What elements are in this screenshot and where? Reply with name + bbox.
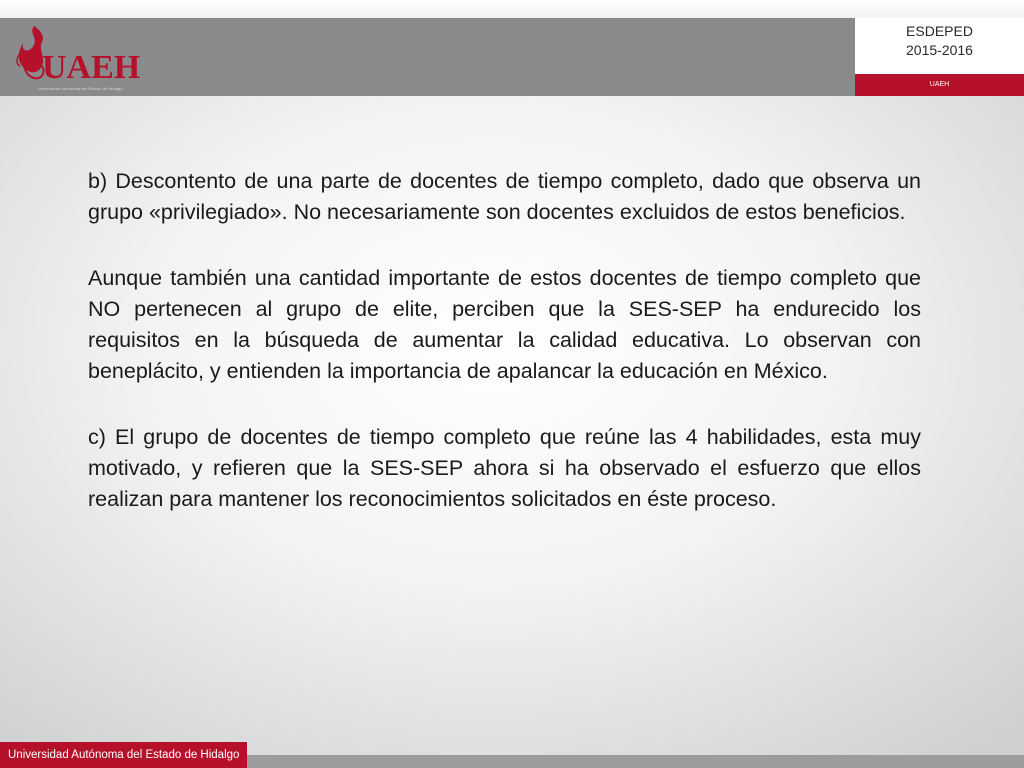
- paragraph-b: b) Descontento de una parte de docentes de tiempo completo, dado que observa un grupo «privilegiado». No necesariamente son docentes excluidos de estos beneficios.: [88, 169, 921, 224]
- logo-text: UAEH: [42, 49, 141, 86]
- logo-tagline: Universidad Autónoma del Estado de Hidalgo: [38, 86, 123, 91]
- program-period: 2015-2016: [906, 42, 973, 58]
- top-strip: [0, 0, 1024, 18]
- program-box: [855, 18, 1024, 74]
- paragraph-c: c) El grupo de docentes de tiempo completo que reúne las 4 habilidades, esta muy motivado, y refieren que la SES-SEP ahora si ha observado el esfuerzo que ellos realizan para mantener los reconocimientos solicitados en éste proceso.: [88, 425, 921, 511]
- slide-content: [88, 166, 921, 550]
- institution-short-bar: UAEH: [855, 74, 1024, 96]
- uaeh-logo: [12, 20, 141, 96]
- program-name: ESDEPED: [906, 23, 973, 39]
- footer-institution: Universidad Autónoma del Estado de Hidalgo: [0, 742, 247, 768]
- paragraph-aunque: Aunque también una cantidad importante de estos docentes de tiempo completo que NO pertenecen al grupo de elite, perciben que la SES-SEP ha endurecido los requisitos en la búsqueda de aumentar la calidad educativa. Lo observan con beneplácito, y entienden la importancia de apalancar la educación en México.: [88, 266, 921, 383]
- flame-emblem-icon: [12, 20, 141, 96]
